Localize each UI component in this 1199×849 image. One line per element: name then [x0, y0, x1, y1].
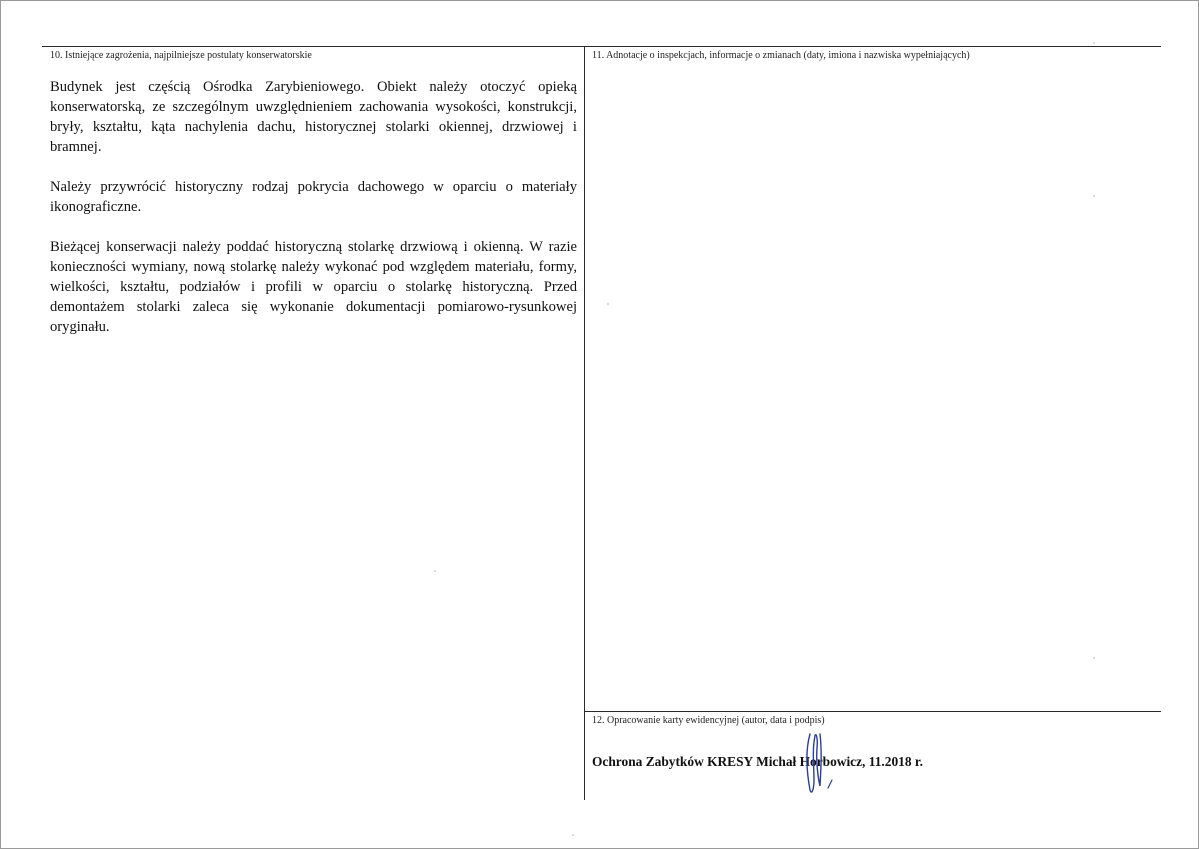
scan-speck	[572, 834, 574, 836]
paragraph-joinery-conservation: Bieżącej konserwacji należy poddać historyczną stolarkę drzwiową i okienną. W razie konieczności wymiany, nową stolarkę należy wykonać pod względem materiału, formy, wielkości, kształtu, podziałów i profili w oparciu o stolarkę historyczną. Przed demontażem stolarki zaleca się wykonanie dokumentacji pomiarowo-rysunkowej oryginału.	[50, 239, 577, 335]
scan-speck	[1093, 657, 1095, 659]
section-12-label: 12. Opracowanie karty ewidencyjnej (autor, data i podpis)	[592, 715, 825, 726]
handwritten-signature	[796, 728, 846, 800]
scan-speck	[1093, 42, 1095, 44]
section-10-label: 10. Istniejące zagrożenia, najpilniejsze postulaty konserwatorskie	[50, 50, 312, 61]
section-11-label: 11. Adnotacje o inspekcjach, informacje o zmianach (daty, imiona i nazwiska wypełniających)	[592, 50, 970, 61]
column-divider	[584, 46, 585, 800]
scan-speck	[434, 570, 436, 572]
section-12-divider	[584, 711, 1161, 712]
top-rule	[42, 46, 1161, 47]
scan-speck	[607, 303, 609, 305]
paragraph-roof-covering: Należy przywrócić historyczny rodzaj pokrycia dachowego w oparciu o materiały ikonograficzne.	[50, 179, 577, 215]
paragraph-building-protection: Budynek jest częścią Ośrodka Zarybieniowego. Obiekt należy otoczyć opieką konserwatorską, ze szczególnym uwzględnieniem zachowania wysokości, konstrukcji, bryły, kształtu, kąta nachylenia dachu, historycznej stolarki okiennej, drzwiowej i bramnej.	[50, 79, 577, 155]
scan-speck	[1093, 195, 1095, 197]
section-10-body	[50, 77, 577, 357]
author-line: Ochrona Zabytków KRESY Michał Horbowicz, 11.2018 r.	[592, 754, 923, 769]
